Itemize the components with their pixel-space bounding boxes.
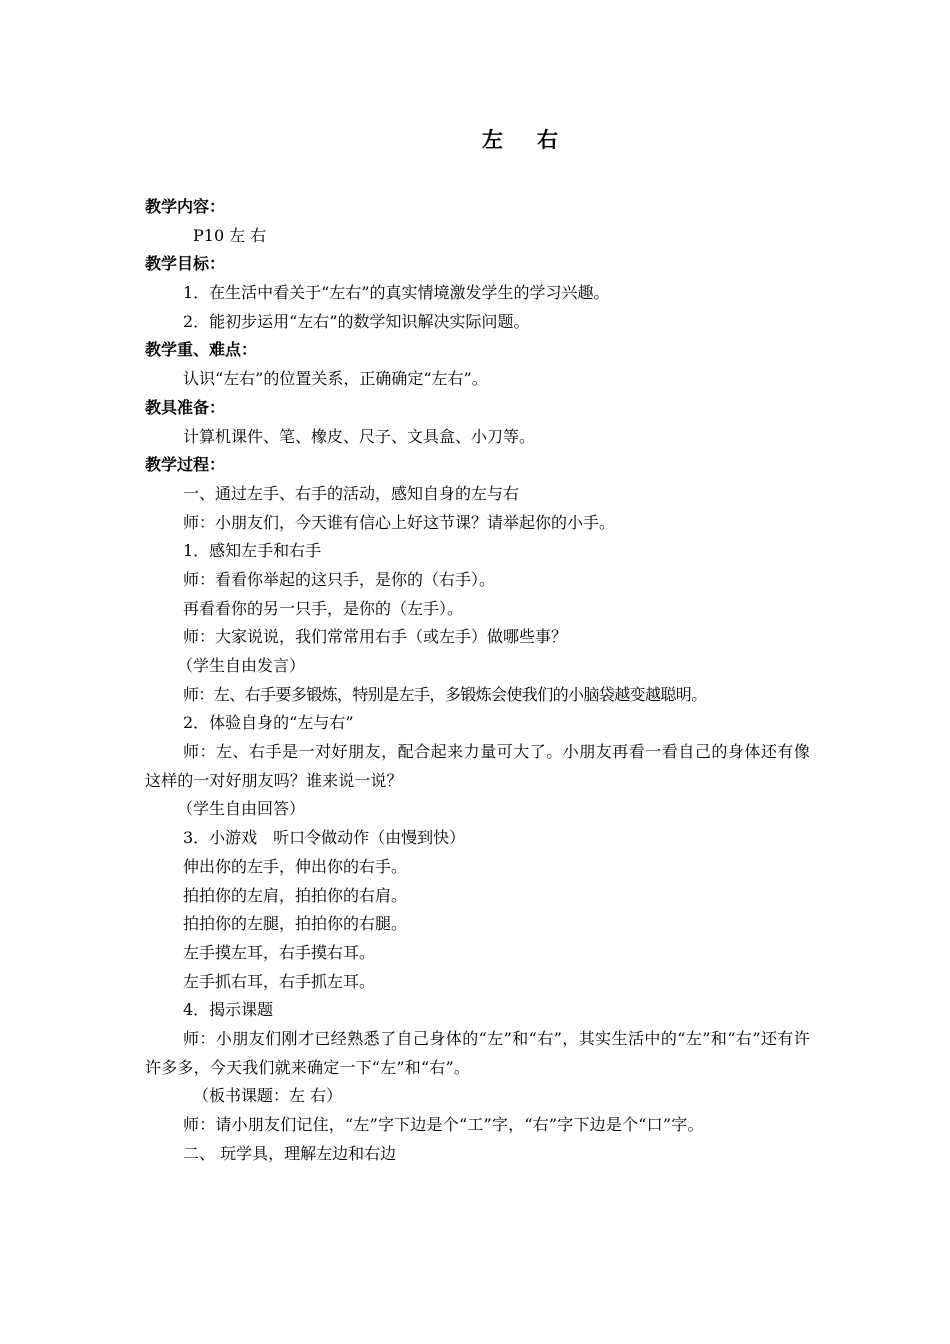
process-paragraph: （学生自由发言） bbox=[177, 656, 306, 675]
lesson-plan-body bbox=[145, 193, 810, 1168]
process-paragraph: 师：左、右手要多锻炼，特别是左手，多锻炼会使我们的小脑袋越变越聪明。 bbox=[183, 684, 707, 704]
process-paragraph: 拍拍你的左肩，拍拍你的右肩。 bbox=[183, 885, 408, 905]
process-paragraph: 师：小朋友们刚才已经熟悉了自己身体的“左”和“右”，其实生活中的“左”和“右”还有许许多多，今天我们就来确定一下“左”和“右”。 bbox=[145, 1028, 810, 1077]
process-paragraph: 师：左、右手是一对好朋友，配合起来力量可大了。小朋友再看一看自己的身体还有像这样的一对好朋友吗？谁来说一说？ bbox=[145, 742, 810, 790]
title-left-char: 左 bbox=[482, 127, 503, 152]
process-paragraph: 4．揭示课题 bbox=[183, 1000, 274, 1020]
preparation-text: 计算机课件、笔、橡皮、尺子、文具盒、小刀等。 bbox=[183, 426, 536, 446]
page-title bbox=[0, 124, 950, 154]
process-paragraph: 师：大家说说，我们常常用右手（或左手）做哪些事？ bbox=[183, 627, 568, 647]
process-paragraph: 左手抓右耳，右手抓左耳。 bbox=[183, 971, 376, 991]
process-paragraph: 再看看你的另一只手，是你的（左手）。 bbox=[183, 598, 464, 618]
process-heading: 教学过程： bbox=[145, 455, 226, 475]
process-paragraph: 3．小游戏 听口令做动作（由慢到快） bbox=[183, 828, 466, 848]
key-points-heading: 教学重、难点： bbox=[145, 340, 258, 360]
process-paragraph: （学生自由回答） bbox=[177, 799, 306, 819]
preparation-heading: 教具准备： bbox=[145, 397, 226, 417]
goal-item-2: 2．能初步运用“左右”的数学知识解决实际问题。 bbox=[183, 311, 530, 331]
goal-item-1: 1．在生活中看关于“左右”的真实情境激发学生的学习兴趣。 bbox=[183, 283, 610, 303]
process-paragraph: 师：请小朋友们记住，“左”字下边是个“工”字，“右”字下边是个“口”字。 bbox=[183, 1115, 704, 1135]
process-paragraph: 2．体验自身的“左与右” bbox=[183, 713, 354, 733]
process-paragraph: （板书课题：左 右） bbox=[193, 1086, 343, 1106]
content-text: P10 左 右 bbox=[193, 225, 267, 245]
process-paragraph: 二、 玩学具，理解左边和右边 bbox=[183, 1143, 397, 1163]
process-paragraph: 师：小朋友们，今天谁有信心上好这节课？请举起你的小手。 bbox=[183, 512, 616, 532]
process-paragraph: 一、通过左手、右手的活动，感知自身的左与右 bbox=[183, 483, 520, 503]
key-points-text: 认识“左右”的位置关系，正确确定“左右”。 bbox=[183, 369, 488, 389]
goals-heading: 教学目标： bbox=[145, 254, 226, 274]
process-paragraph: 伸出你的左手，伸出你的右手。 bbox=[183, 856, 408, 876]
process-paragraph: 左手摸左耳，右手摸右耳。 bbox=[183, 942, 376, 962]
process-paragraph: 师：看看你举起的这只手，是你的（右手）。 bbox=[183, 569, 496, 589]
process-paragraph: 1．感知左手和右手 bbox=[183, 541, 322, 561]
title-right-char: 右 bbox=[537, 127, 558, 152]
content-heading: 教学内容： bbox=[145, 197, 226, 216]
process-paragraph: 拍拍你的左腿，拍拍你的右腿。 bbox=[183, 914, 408, 934]
